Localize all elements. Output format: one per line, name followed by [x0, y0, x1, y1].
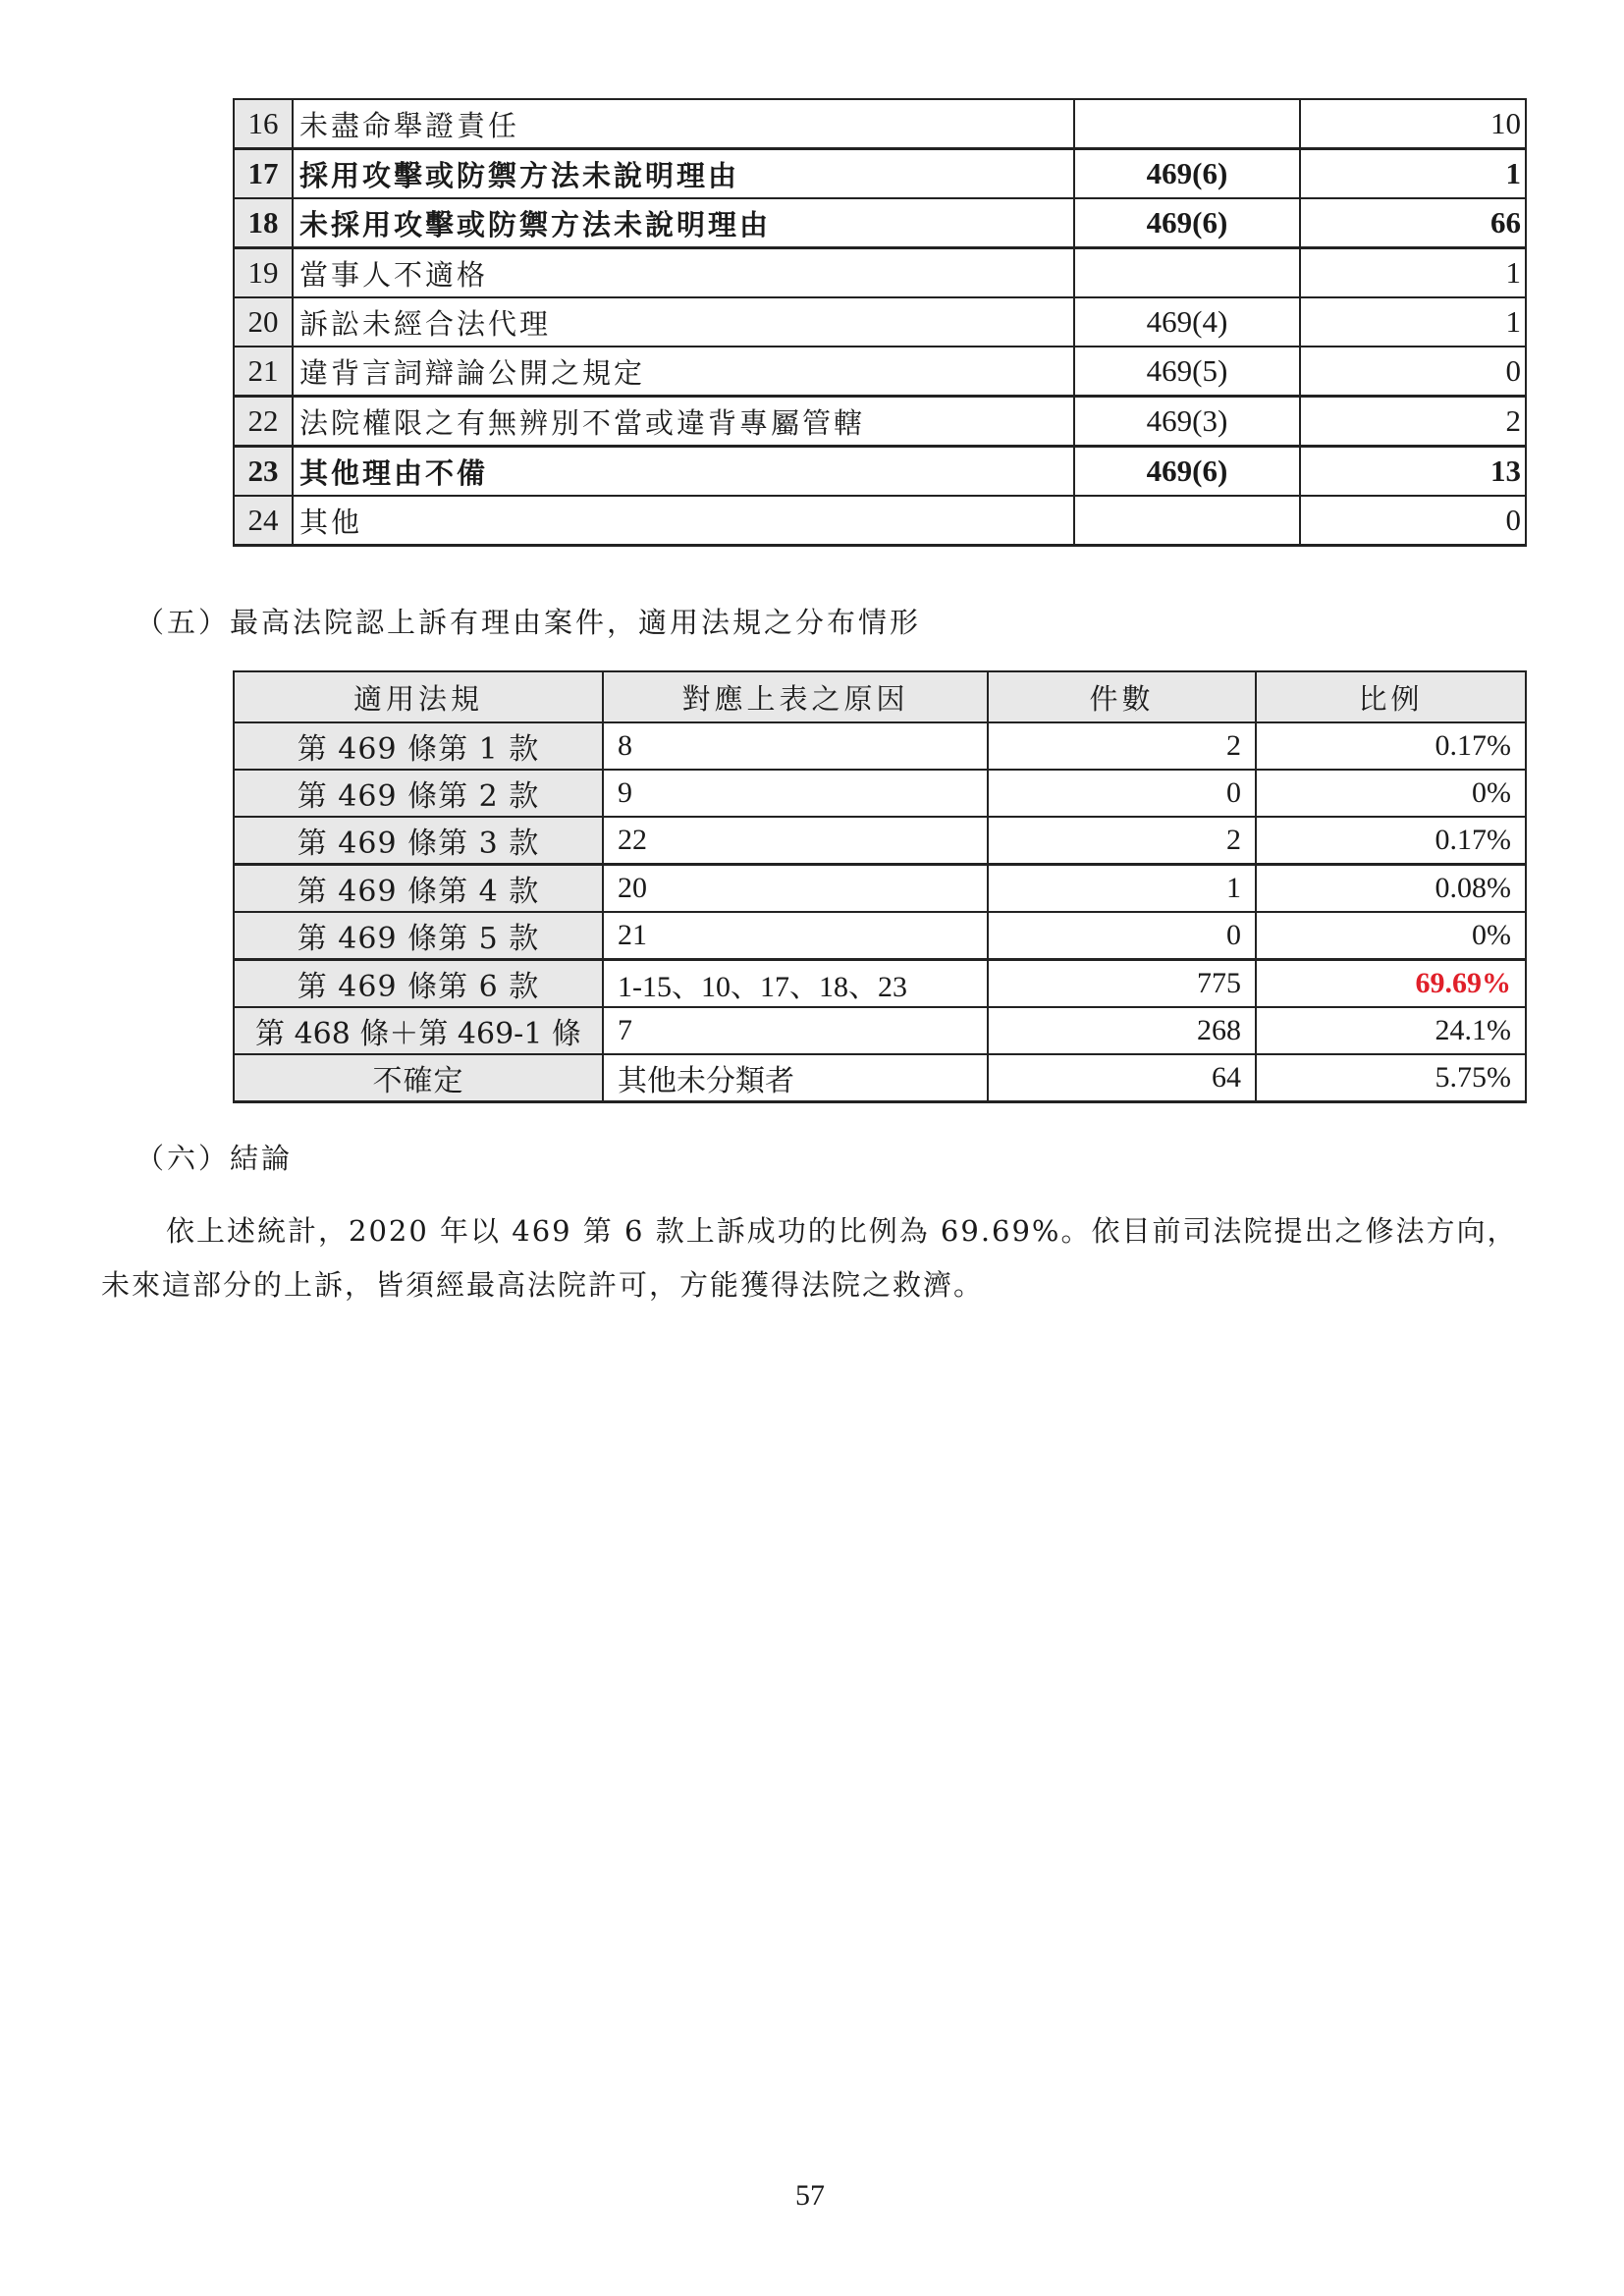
- ratio-cell: 24.1%: [1256, 1007, 1526, 1054]
- reason-cell: 未採用攻擊或防禦方法未說明理由: [293, 198, 1074, 248]
- ratio-cell-highlighted: 69.69%: [1256, 960, 1526, 1008]
- table-row: [234, 865, 1526, 913]
- table-row: [234, 496, 1526, 546]
- article-cell: 469(5): [1074, 347, 1300, 397]
- article-cell: [1074, 248, 1300, 298]
- count-cell: 2: [988, 817, 1256, 865]
- count-cell: 2: [988, 722, 1256, 770]
- conclusion-paragraph-line-2: 未來這部分的上訴，皆須經最高法院許可，方能獲得法院之救濟。: [101, 1268, 985, 1302]
- row-number: 19: [234, 248, 293, 298]
- row-number: 23: [234, 447, 293, 497]
- article-cell: 469(6): [1074, 198, 1300, 248]
- row-number: 17: [234, 149, 293, 199]
- reason-cell: 當事人不適格: [293, 248, 1074, 298]
- count-cell: 1: [988, 865, 1256, 913]
- cause-cell: 22: [603, 817, 988, 865]
- count-cell: 1: [1300, 248, 1526, 298]
- ratio-cell: 0.17%: [1256, 722, 1526, 770]
- table-row: [234, 1007, 1526, 1054]
- table-row: [234, 99, 1526, 149]
- row-number: 22: [234, 397, 293, 447]
- law-distribution-table: [233, 670, 1527, 1103]
- table-row: [234, 1054, 1526, 1102]
- table-row: [234, 198, 1526, 248]
- conclusion-paragraph-line-1: 依上述統計，2020 年以 469 第 6 款上訴成功的比例為 69.69%。依目前司法院提出之修法方向，: [166, 1214, 1518, 1248]
- law-cell: 第 469 條第 4 款: [234, 865, 603, 913]
- page-number: 57: [795, 2179, 825, 2212]
- table-header-row: [234, 671, 1526, 722]
- table-row: [234, 347, 1526, 397]
- law-cell: 第 469 條第 2 款: [234, 770, 603, 817]
- law-cell: 第 469 條第 6 款: [234, 960, 603, 1008]
- table-row: [234, 722, 1526, 770]
- count-cell: 1: [1300, 149, 1526, 199]
- header-cause: 對應上表之原因: [603, 671, 988, 722]
- header-ratio: 比例: [1256, 671, 1526, 722]
- reason-cell: 訴訟未經合法代理: [293, 297, 1074, 347]
- header-law: 適用法規: [234, 671, 603, 722]
- table-row: [234, 912, 1526, 960]
- cause-cell: 9: [603, 770, 988, 817]
- ratio-cell: 0%: [1256, 770, 1526, 817]
- cause-cell: 1-15、10、17、18、23: [603, 960, 988, 1008]
- article-cell: 469(3): [1074, 397, 1300, 447]
- count-cell: 1: [1300, 297, 1526, 347]
- count-cell: 0: [1300, 496, 1526, 546]
- cause-cell: 其他未分類者: [603, 1054, 988, 1102]
- count-cell: 66: [1300, 198, 1526, 248]
- reason-cell: 其他: [293, 496, 1074, 546]
- table-row: [234, 248, 1526, 298]
- article-cell: [1074, 496, 1300, 546]
- article-cell: 469(6): [1074, 447, 1300, 497]
- row-number: 16: [234, 99, 293, 149]
- count-cell: 775: [988, 960, 1256, 1008]
- law-cell: 第 469 條第 3 款: [234, 817, 603, 865]
- cause-cell: 21: [603, 912, 988, 960]
- table-row: [234, 397, 1526, 447]
- table-row: [234, 960, 1526, 1008]
- row-number: 21: [234, 347, 293, 397]
- article-cell: 469(4): [1074, 297, 1300, 347]
- cause-cell: 7: [603, 1007, 988, 1054]
- count-cell: 64: [988, 1054, 1256, 1102]
- law-cell: 不確定: [234, 1054, 603, 1102]
- count-cell: 2: [1300, 397, 1526, 447]
- ratio-cell: 0.17%: [1256, 817, 1526, 865]
- law-cell: 第 469 條第 5 款: [234, 912, 603, 960]
- count-cell: 0: [988, 770, 1256, 817]
- table-row: [234, 297, 1526, 347]
- cause-cell: 8: [603, 722, 988, 770]
- count-cell: 0: [1300, 347, 1526, 397]
- row-number: 24: [234, 496, 293, 546]
- table-row: [234, 447, 1526, 497]
- cause-cell: 20: [603, 865, 988, 913]
- reason-cell: 法院權限之有無辨別不當或違背專屬管轄: [293, 397, 1074, 447]
- section-heading-6: （六）結論: [135, 1142, 294, 1175]
- count-cell: 10: [1300, 99, 1526, 149]
- law-cell: 第 468 條＋第 469-1 條: [234, 1007, 603, 1054]
- row-number: 18: [234, 198, 293, 248]
- count-cell: 13: [1300, 447, 1526, 497]
- count-cell: 268: [988, 1007, 1256, 1054]
- ratio-cell: 0.08%: [1256, 865, 1526, 913]
- reason-cell: 其他理由不備: [293, 447, 1074, 497]
- ratio-cell: 5.75%: [1256, 1054, 1526, 1102]
- header-count: 件數: [988, 671, 1256, 722]
- article-cell: [1074, 99, 1300, 149]
- count-cell: 0: [988, 912, 1256, 960]
- reason-cell: 違背言詞辯論公開之規定: [293, 347, 1074, 397]
- table-row: [234, 817, 1526, 865]
- appeal-reasons-table: [233, 98, 1527, 547]
- law-cell: 第 469 條第 1 款: [234, 722, 603, 770]
- ratio-cell: 0%: [1256, 912, 1526, 960]
- article-cell: 469(6): [1074, 149, 1300, 199]
- row-number: 20: [234, 297, 293, 347]
- section-heading-5: （五）最高法院認上訴有理由案件，適用法規之分布情形: [135, 606, 922, 639]
- table-row: [234, 149, 1526, 199]
- reason-cell: 採用攻擊或防禦方法未說明理由: [293, 149, 1074, 199]
- reason-cell: 未盡命舉證責任: [293, 99, 1074, 149]
- table-row: [234, 770, 1526, 817]
